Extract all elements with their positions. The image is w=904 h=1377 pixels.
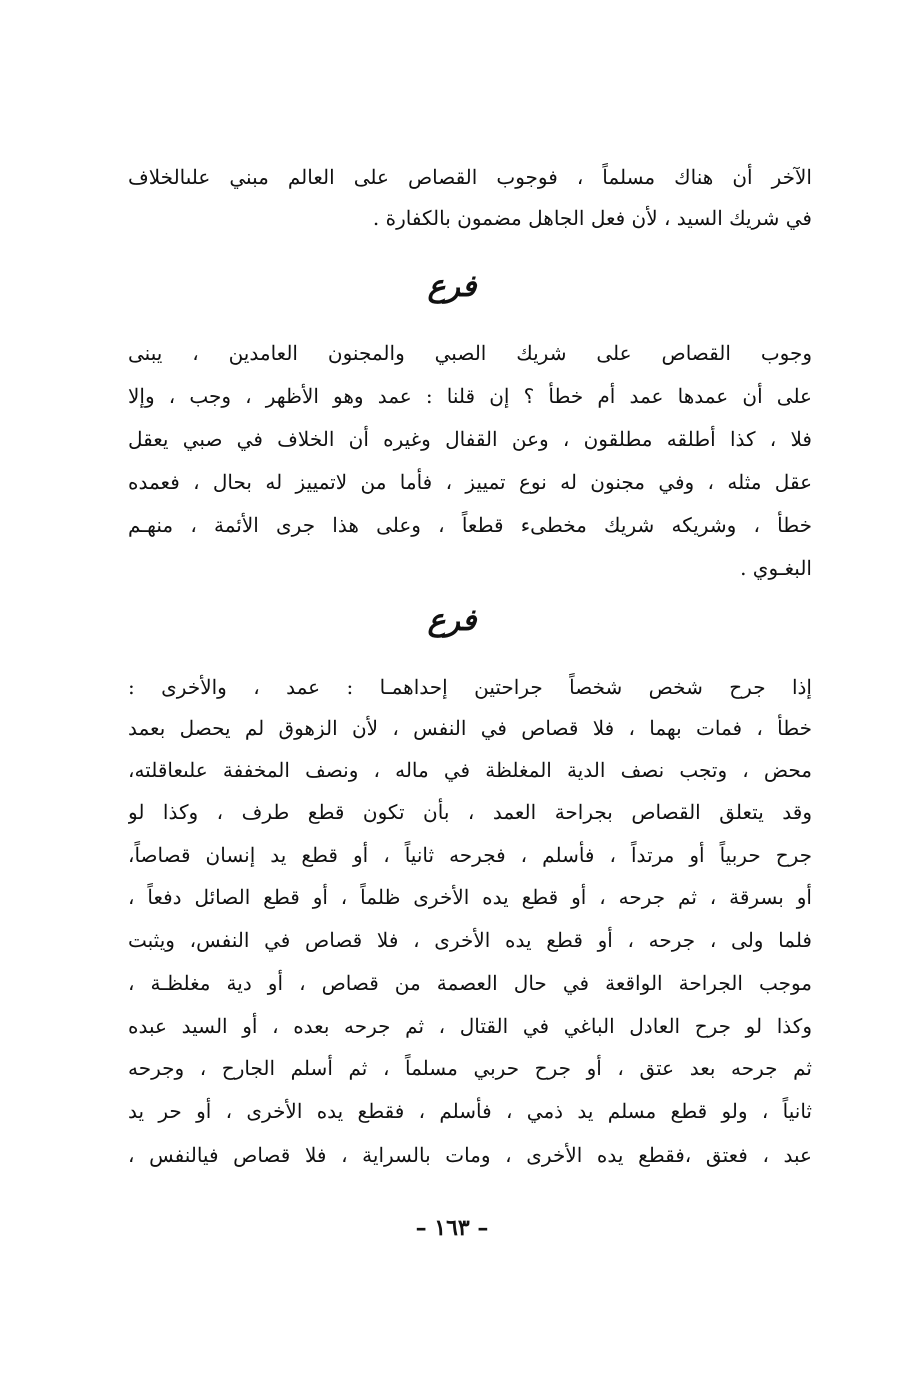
text-line: فلا ، كذا أطلقه مطلقون ، وعن القفال وغيره أن الخلاف في صبي يعقل xyxy=(128,427,812,451)
text-line: وجوب القصاص على شريك الصبي والمجنون العامدين ، يبنى xyxy=(128,341,812,365)
text-line: خطأ ، فمات بهما ، فلا قصاص في النفس ، لأن الزهوق لم يحصل بعمد xyxy=(128,716,812,740)
text-line: إذا جرح شخص شخصاً جراحتين إحداهمـا : عمد ، والأخرى : xyxy=(128,675,812,699)
text-line: وقد يتعلق القصاص بجراحة العمد ، بأن تكون قطع طرف ، وكذا لو xyxy=(128,800,812,824)
text-line: موجب الجراحة الواقعة في حال العصمة من قصاص ، أو دية مغلظـة ، xyxy=(128,971,812,995)
text-line: خطأ ، وشريكه شريك مخطىء قطعاً ، وعلى هذا جرى الأئمة ، منهـم xyxy=(128,513,812,537)
text-line: ثم جرحه بعد عتق ، أو جرح حربي مسلماً ، ثم أسلم الجارح ، وجرحه xyxy=(128,1056,812,1080)
text-line: على أن عمدها عمد أم خطأ ؟ إن قلنا : عمد وهو الأظهر ، وجب ، وإلا xyxy=(128,384,812,408)
text-line: جرح حربياً أو مرتداً ، فأسلم ، فجرحه ثانياً ، أو قطع يد إنسان قصاصاً، xyxy=(128,843,812,867)
section-heading: فرع xyxy=(427,269,477,304)
text-line: محض ، وتجب نصف الدية المغلظة في ماله ، ونصف المخففة علىعاقلته، xyxy=(128,758,812,782)
text-line: أو بسرقة ، ثم جرحه ، أو قطع يده الأخرى ظلماً ، أو قطع الصائل دفعاً ، xyxy=(128,885,812,909)
text-line: البغـوي . xyxy=(740,556,812,580)
text-line: عقل مثله ، وفي مجنون له نوع تمييز ، فأما من لاتمييز له بحال ، فعمده xyxy=(128,470,812,494)
page-number: – ١٦٣ – xyxy=(415,1215,489,1241)
text-line: الآخر أن هناك مسلماً ، فوجوب القصاص على العالم مبني علىالخلاف xyxy=(128,165,812,189)
text-line: في شريك السيد ، لأن فعل الجاهل مضمون بالكفارة . xyxy=(372,206,812,230)
text-line: وكذا لو جرح العادل الباغي في القتال ، ثم جرحه بعده ، أو السيد عبده xyxy=(128,1014,812,1038)
section-heading: فرع xyxy=(427,603,477,638)
text-line: فلما ولى ، جرحه ، أو قطع يده الأخرى ، فلا قصاص في النفس، ويثبت xyxy=(128,928,812,952)
text-line: ثانياً ، ولو قطع مسلم يد ذمي ، فأسلم ، فقطع يده الأخرى ، أو حر يد xyxy=(128,1099,812,1123)
text-line: عبد ، فعتق ،فقطع يده الأخرى ، ومات بالسراية ، فلا قصاص فيالنفس ، xyxy=(128,1143,812,1167)
